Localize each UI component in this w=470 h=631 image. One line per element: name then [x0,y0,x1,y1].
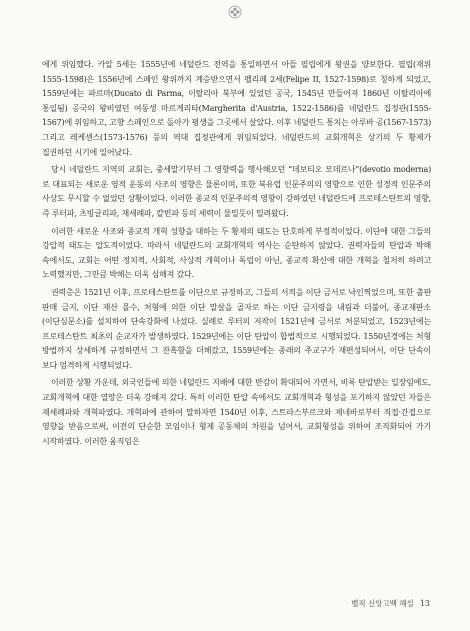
page-footer [351,598,430,609]
body-text [42,58,431,452]
paragraph-5: 이러한 상황 가운데, 외국인들에 의한 네덜란드 지배에 대한 반감이 확대되어 가면서, 비록 탄압받는 입장임에도, 교회개혁에 대한 열망은 더욱 강해져 갔다. 특히 이러한 탄압 속에서도 교회개혁과 형성을 포기하지 않았던 자들은 재세례파와 개혁파였다. 개혁파에 관하여 말하자면 1540년 이후, 스트라스부르크와 제네바로부터 직접·간접으로 영향을 받음으로써, 이전의 단순한 모임이나 형제 공동체의 차원을 넘어서, 교회형성을 위하여 조직화되어 가기 시작하였다. 이러한 움직임은 [42,378,431,446]
flower-ornament-icon [228,5,242,19]
paragraph-4: 권력층은 1521년 이후, 프로테스탄트를 이단으로 규정하고, 그들의 서적을 이단 금서로 낙인찍었으며, 또한 출판 판매 금지, 이단 재산 몰수, 처형에 의한 이단 말살을 골자로 하는 이단 금지령을 내림과 더불어, 종교재판소(이단심문소)를 설치하여 단속강화에 나섰다. 실례로 루터의 저작이 1521년에 금서로 처분되었고, 1523년에는 프로테스탄트 최초의 순교자가 발생하였다. 1529년에는 이단 탄압이 합법적으로 시행되었다. 1550년경에는 처형 방법까지 상세하게 규정하면서 그 잔혹함을 더해갔고, 1559년에는 종래의 주교구가 재편성되어서, 이단 단속이 보다 엄격하게 시행되었다. [42,287,431,370]
paragraph-3: 이러한 새로운 사조와 종교적 개혁 성향을 대하는 두 황제의 태도는 단호하게 부정적이었다. 이단에 대한 그들의 강압적 태도는 압도적이었다. 따라서 네덜란드의 교회개혁의 역사는 순탄하지 않았다. 권력자들의 탄압과 박해 속에서도, 교회는 어떤 정치적, 사회적, 사상적 개혁이나 독립이 아닌, 종교적 확신에 대한 개혁을 철저히 하려고 노력했지만, 그만큼 박해는 더욱 심해져 갔다. [42,226,431,280]
paragraph-2: 당시 네덜란드 지역의 교회는, 중세말기부터 그 영향력을 행사해오던 “데보티오 모데르나”(devotio moderna)로 대표되는 새로운 영적 운동의 사조의 영향은 물론이며, 또한 북유럽 인문주의의 영향으로 인한 성경적 인문주의 사상도 무시할 수 없었던 상황이었다. 이러한 종교적 인문주의적 영향이 강하였던 네덜란드에 프로테스탄트의 영향, 즉 루터파, 츠빙글리파, 재세례파, 칼빈파 등의 세력이 물밀듯이 밀려왔다. [42,165,431,218]
page-number: 13 [419,599,430,608]
paragraph-1: 에게 위임했다. 카알 5세는 1555년에 네덜란드 전역을 통일하면서 아들 필립에게 왕권을 양보한다. 필립(재위 1555-1598)은 1556년에 스페인 왕위까지 계승받으면서 펠리페 2세(Felipe II, 1527-1598)로 칭하게 되었고, 1559년에는 파르마(Ducato di Parma, 이탈리아 북부에 있었던 공국, 1545년 만들어져 1860년 이탈리아에 통일됨) 공국의 왕비였던 여동생 마르게리타(Margherita d'Austria, 1522-1586)를 네덜란드 집정관(1555-1567)에 위임하고, 고향 스페인으로 돌아가 평생을 그곳에서 살았다. 이후 네덜란드 통치는 아루바 공(1567-1573) 그리고 레케센스(1573-1576) 등의 역대 집정관에게 위임되었다. 네덜란드의 교회개혁은 상기의 두 황제가 집권하던 시기에 일어났다. [42,60,431,157]
footer-title: 벨직 신앙고백 해설 [351,599,414,608]
